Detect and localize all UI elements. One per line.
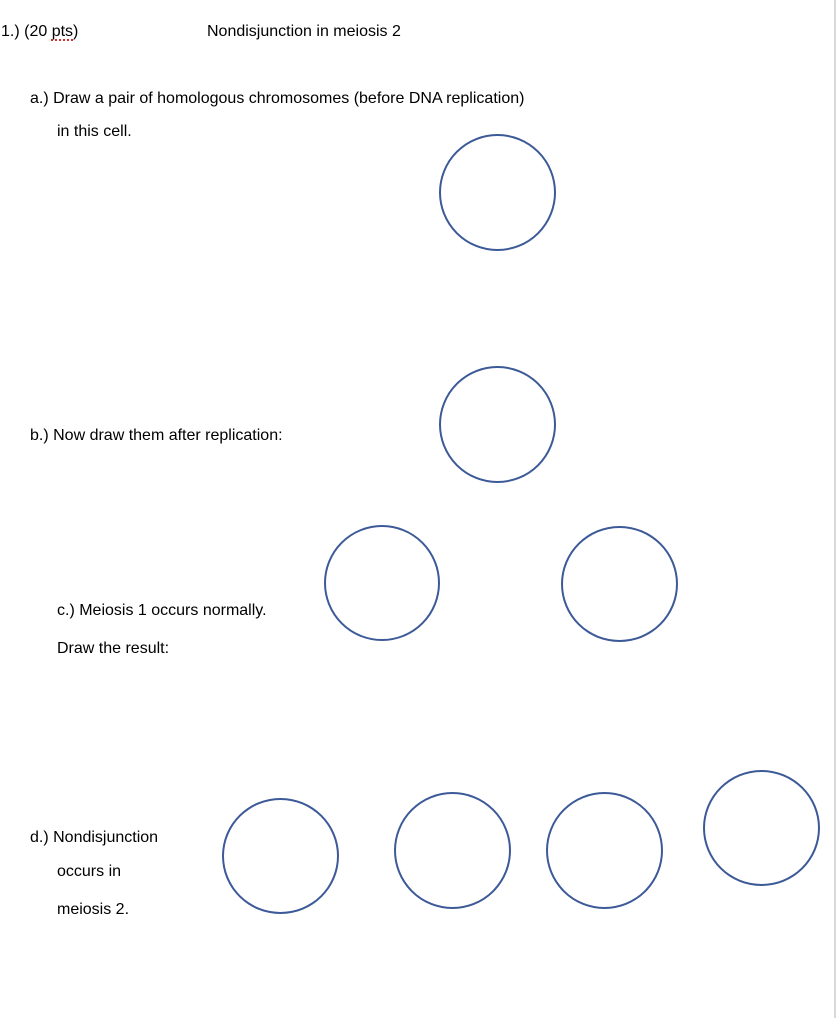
cell-circle-d-4[interactable] [703, 770, 820, 886]
cell-circle-d-3[interactable] [546, 792, 663, 909]
part-a-line1: a.) Draw a pair of homologous chromosomes (before DNA replication) [30, 90, 525, 107]
part-b-line1: b.) Now draw them after replication: [30, 427, 283, 444]
points-word: pts [51, 23, 74, 40]
cell-circle-c-left[interactable] [324, 525, 440, 641]
part-c-line2: Draw the result: [57, 640, 170, 657]
part-d-line2: occurs in [57, 863, 122, 880]
cell-circle-a[interactable] [439, 134, 556, 251]
part-d-line1: d.) Nondisjunction [30, 829, 159, 846]
part-d-line3: meiosis 2. [57, 901, 130, 918]
question-number: 1.) [1, 23, 20, 40]
points-label: (20 pts) [24, 23, 79, 40]
question-header [1, 22, 78, 42]
part-a-line2: in this cell. [57, 123, 132, 140]
cell-circle-b[interactable] [439, 366, 556, 483]
cell-circle-d-2[interactable] [394, 792, 511, 909]
cell-circle-d-1[interactable] [222, 798, 339, 914]
cell-circle-c-right[interactable] [561, 526, 678, 642]
page-title: Nondisjunction in meiosis 2 [207, 23, 401, 40]
part-c-line1: c.) Meiosis 1 occurs normally. [57, 602, 267, 619]
